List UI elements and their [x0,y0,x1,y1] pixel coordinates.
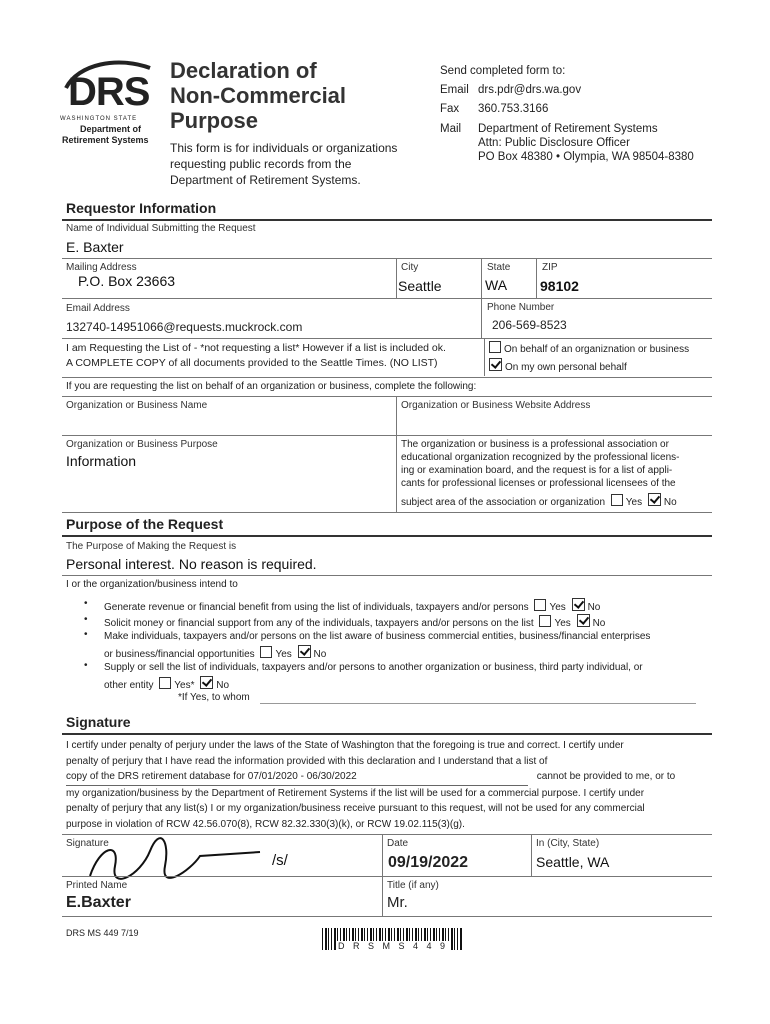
prof-no-label: No [663,497,677,508]
mail-line: PO Box 48380 • Olympia, WA 98504-8380 [478,151,694,163]
cert-line: my organization/business by the Department of Retirement Systems if the list will be used for a commercial purpose. I certify under [66,787,645,799]
purpose-label: The Purpose of Making the Request is [66,541,237,552]
mailing-field[interactable]: P.O. Box 23663 [78,273,176,289]
cert-line: I certify under penalty of perjury under the laws of the State of Washington that the foregoing is true and correct. I certify under [66,740,624,751]
org-site-label: Organization or Business Website Address [401,400,591,411]
prof-no-checkbox[interactable] [648,493,661,506]
mail-line: Attn: Public Disclosure Officer [478,137,630,149]
send-label: Send completed form to: [440,65,566,77]
supply-no-checkbox[interactable] [200,676,213,689]
date-label: Date [387,838,409,849]
zip-label: ZIP [542,262,558,273]
printed-name-label: Printed Name [66,880,128,891]
desc-line: requesting public records from the [170,157,352,171]
no-label: No [587,602,601,613]
purpose-field[interactable]: Personal interest. No reason is required. [66,556,317,572]
list-request-text [66,341,446,371]
email-address-field[interactable]: 132740-14951066@requests.muckrock.com [66,320,303,334]
title-line-3: Purpose [170,108,259,133]
list-line-2[interactable]: A COMPLETE COPY of all documents provided to the Seattle Times. (NO LIST) [66,357,438,369]
aware-yes-checkbox[interactable] [260,646,272,658]
signature-scribble-icon [80,836,270,886]
yes-label: Yes [554,618,571,629]
email-address-label: Email Address [66,303,130,314]
intend-label: I or the organization/business intend to [66,579,238,590]
prof-line: ing or examination board, and the request is for a list of appli- [401,465,673,476]
state-field[interactable]: WA [485,277,508,293]
title-field[interactable]: Mr. [387,894,408,911]
logo-text: DRS [68,70,150,114]
intend-item-aware [104,629,650,663]
intend-text: or business/financial opportunities [104,649,255,660]
purpose-heading: Purpose of the Request [66,516,224,532]
intend-item-supply [104,660,643,694]
solicit-no-checkbox[interactable] [577,614,590,627]
signature-field[interactable]: /s/ [272,852,288,869]
aware-no-checkbox[interactable] [298,645,311,658]
org-name-label: Organization or Business Name [66,400,208,411]
prof-yes-checkbox[interactable] [611,494,623,506]
intend-text: other entity [104,680,154,691]
list-description-field[interactable]: copy of the DRS retirement database for 07/01/2020 - 06/30/2022 [66,769,528,786]
state-label: State [487,262,511,273]
fax-label: Fax [440,103,460,115]
prof-line: educational organization recognized by the professional licens- [401,452,680,463]
mail-line: Department of Retirement Systems [478,123,658,135]
place-field[interactable]: Seattle, WA [536,854,610,870]
prof-line: subject area of the association or organization [401,497,606,508]
prof-line: The organization or business is a professional association or [401,439,669,450]
intend-item-solicit [104,614,605,629]
own-behalf-checkbox[interactable] [489,358,502,371]
intend-item-revenue [104,598,600,613]
barcode-text: D R S M S 4 4 9 [338,941,449,951]
form-description [170,140,397,188]
fax-value: 360.753.3166 [478,103,549,115]
city-field[interactable]: Seattle [398,278,442,294]
drs-logo [58,56,158,146]
place-label: In (City, State) [536,838,600,849]
on-behalf-org-label: On behalf of an organiznation or business [504,344,690,355]
phone-label: Phone Number [487,302,555,313]
printed-name-field[interactable]: E.Baxter [66,894,131,911]
logo-line1: WASHINGTON STATE [60,116,138,122]
zip-field[interactable]: 98102 [540,278,579,294]
yes-label: Yes* [174,680,195,691]
yes-label: Yes [549,602,566,613]
if-yes-label: *If Yes, to whom [178,692,250,703]
prof-line: cants for professional licenses or professional licensees of the [401,478,676,489]
cert-line: cannot be provided to me, or to [536,771,676,782]
revenue-no-checkbox[interactable] [572,598,585,611]
city-label: City [401,262,419,273]
send-to-block [440,62,694,164]
cert-line: purpose in violation of RCW 42.56.070(8), RCW 82.32.330(3)(k), or RCW 19.02.115(3)(g). [66,818,465,830]
professional-statement [401,438,680,509]
intend-text: Supply or sell the list of individuals, taxpayers and/or persons to another organization or business, third party individual, or [104,662,643,673]
phone-field[interactable]: 206-569-8523 [492,318,567,332]
on-behalf-org-checkbox[interactable] [489,341,501,353]
title-line-2: Non-Commercial [170,83,347,108]
form-id: DRS MS 449 7/19 [66,928,139,938]
title-label: Title (if any) [387,880,439,891]
no-label: No [313,649,327,660]
mail-label: Mail [440,123,462,135]
email-label: Email [440,84,469,96]
no-label: No [592,618,606,629]
prof-yes-label: Yes [625,497,643,508]
no-label: No [216,680,230,691]
intend-text: Generate revenue or financial benefit from using the list of individuals, taxpayers and/or persons [104,602,529,613]
date-field[interactable]: 09/19/2022 [388,854,469,871]
signature-label: Signature [66,838,109,849]
signature-heading: Signature [66,714,131,730]
intend-text: Make individuals, taxpayers and/or persons on the list aware of business commercial entities, business/financial enterprises [104,631,651,642]
behalf-options [486,341,689,376]
own-behalf-label: On my own personal behalf [505,362,627,373]
desc-line: This form is for individuals or organizations [170,141,398,155]
org-intro: If you are requesting the list on behalf of an organization or business, complete the following: [66,381,477,392]
list-line-1[interactable]: I am Requesting the List of - *not requesting a list* However if a list is included ok. [66,342,446,354]
mailing-label: Mailing Address [66,262,137,273]
email-value[interactable]: drs.pdr@drs.wa.gov [478,84,582,96]
name-field[interactable]: E. Baxter [66,239,124,255]
form-title [170,58,346,133]
requestor-heading: Requestor Information [66,200,217,216]
logo-line3: Retirement Systems [62,135,149,145]
title-line-1: Declaration of [170,58,317,83]
solicit-yes-checkbox[interactable] [539,615,551,627]
revenue-yes-checkbox[interactable] [534,599,546,611]
yes-label: Yes [275,649,292,660]
cert-line: penalty of perjury that I have read the information provided with this declaration and I understand that a list of [66,755,548,767]
certification-text [66,738,675,832]
name-label: Name of Individual Submitting the Request [66,223,256,234]
logo-line2: Department of [80,124,142,134]
if-yes-field[interactable] [260,703,696,704]
org-purpose-label: Organization or Business Purpose [66,439,218,450]
desc-line: Department of Retirement Systems. [170,173,361,187]
cert-line: penalty of perjury that any list(s) I or my organization/business receive pursuant to this request, will not be used for any commercial [66,803,645,814]
intend-text: Solicit money or financial support from any of the individuals, taxpayers and/or persons on the list [104,618,534,629]
supply-yes-checkbox[interactable] [159,677,171,689]
org-purpose-field[interactable]: Information [66,453,137,469]
